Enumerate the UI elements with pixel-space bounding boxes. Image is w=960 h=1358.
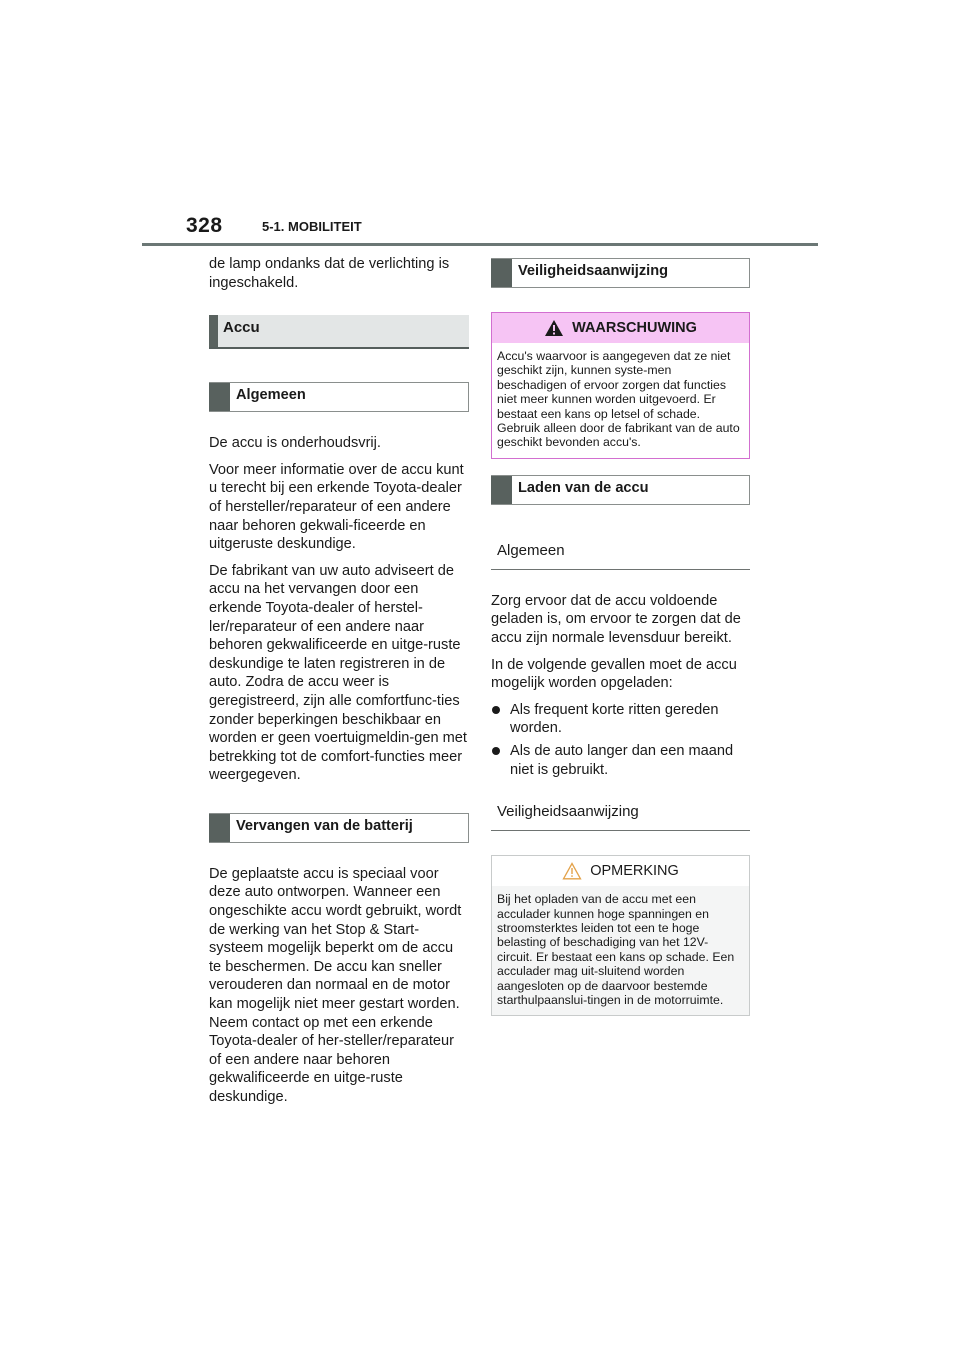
subheading-veiligheid: [491, 258, 750, 288]
note-label: OPMERKING: [590, 863, 679, 880]
paragraph: De fabrikant van uw auto adviseert de accu na het vervangen door een erkende Toyota-dealer of herstel-ler/reparateur of een andere naar behoren gekwalificeerde en uitge-ruste deskundige te laten registreren in de auto. Zodra de accu weer is geregistreerd, zijn alle comfortfunc-ties zonder beperkingen beschikbaar en worden er geen voertuigmeldin-gen met betrekking tot de comfort-functies meer weergegeven.: [209, 562, 467, 784]
warning-label: WAARSCHUWING: [572, 320, 697, 336]
paragraph: De geplaatste accu is speciaal voor deze auto ontworpen. Wanneer een ongeschikte accu wordt gebruikt, wordt de werking van het Stop & Start-systeem mogelijk beperkt om de accu te beschermen. De accu kan sneller verouderen dan normaal en de motor kan mogelijk niet meer gestart worden. Neem contact op met een erkende Toyota-dealer of her-steller/reparateur of een andere naar behoren gekwalificeerde en uitge-ruste deskundige.: [209, 865, 462, 1105]
subheading-text: Veiligheidsaanwijzing: [518, 263, 669, 279]
plain-heading-text: Algemeen: [497, 541, 565, 559]
chapter-title: 5-1. MOBILITEIT: [262, 219, 362, 234]
paragraph: In de volgende gevallen moet de accu mogelijk worden opgeladen:: [491, 656, 737, 692]
subheading-bar: [491, 259, 512, 287]
plain-heading-algemeen: [491, 540, 750, 570]
list-item-text: Als de auto langer dan een maand niet is gebruikt.: [510, 743, 734, 778]
page-number: 328: [186, 214, 223, 237]
header-rule: [142, 243, 818, 246]
subheading-vervangen: [209, 813, 469, 843]
section-heading-text: Accu: [223, 319, 260, 337]
left-column: [209, 255, 469, 1115]
note-box: [491, 855, 750, 1016]
list-item: [491, 701, 750, 738]
subheading-text: Algemeen: [236, 387, 306, 404]
right-column: [491, 255, 750, 1016]
subheading-algemeen: [209, 382, 469, 412]
bullet-dot: [492, 706, 500, 714]
warning-text: Accu's waarvoor is aangegeven dat ze niet geschikt zijn, kunnen syste-men beschadigen of ervoor zorgen dat functies niet meer kunnen worden uitgevoerd. Er bestaat een kans op letsel of schade. Gebruik alleen door de fabrikant van de auto geschikt bevonden accu's.: [492, 343, 749, 458]
subheading-bar: [209, 383, 230, 411]
paragraph: De accu is onderhoudsvrij.: [209, 435, 381, 452]
subheading-bar: [209, 814, 230, 842]
note-header: [492, 856, 749, 886]
heading-bar: [209, 315, 218, 347]
warning-triangle-icon: [544, 319, 564, 337]
plain-heading-veiligheid: [491, 801, 750, 831]
subheading-laden: [491, 475, 750, 505]
paragraph: Zorg ervoor dat de accu voldoende geladen is, om ervoor te zorgen dat de accu zijn normale levensduur bereikt.: [491, 592, 741, 647]
warning-box: [491, 312, 750, 459]
paragraph: Voor meer informatie over de accu kunt u terecht bij een erkende Toyota-dealer of hersteller/reparateur of een andere naar behoren gekwali-ficeerde en uitgeruste deskundige.: [209, 461, 464, 553]
list-item: [491, 742, 750, 779]
section-heading-accu: [209, 315, 469, 349]
bullet-list: [491, 701, 750, 779]
note-text: Bij het opladen van de accu met een acculader kunnen hoge spanningen en stroomsterktes leiden tot een te hoge belasting of beschadiging van het 12V-circuit. Er bestaat een kans op schade. Een acculader mag uit-sluitend worden aangesloten op de daarvoor bestemde starthulpaanslui-tingen in de motorruimte.: [492, 886, 749, 1015]
intro-paragraph: de lamp ondanks dat de verlichting is ingeschakeld.: [209, 256, 450, 291]
bullet-dot: [492, 747, 500, 755]
plain-heading-text: Veiligheidsaanwijzing: [497, 803, 639, 821]
subheading-bar: [491, 476, 512, 504]
subheading-text: Vervangen van de batterij: [236, 817, 413, 834]
subheading-text: Laden van de accu: [518, 479, 649, 496]
warning-header: [492, 313, 749, 343]
list-item-text: Als frequent korte ritten gereden worden.: [510, 701, 719, 737]
caution-triangle-icon: [562, 862, 582, 880]
